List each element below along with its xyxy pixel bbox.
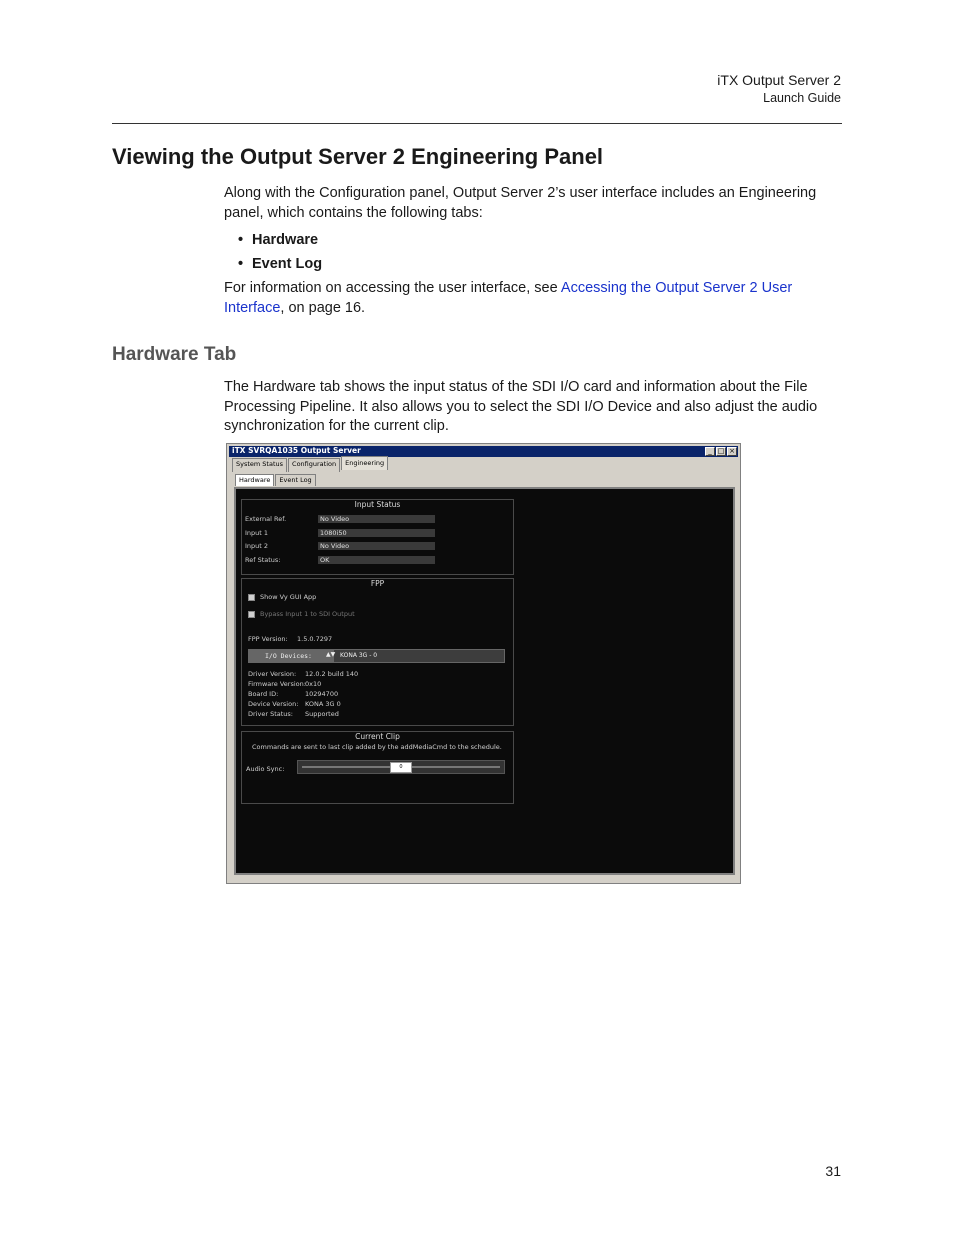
main-tabs [232, 458, 389, 472]
window-titlebar [229, 446, 738, 457]
input-2-value: No Video [318, 542, 435, 550]
driver-version-label: Driver Version: [248, 670, 297, 678]
input-1-label: Input 1 [245, 529, 269, 537]
io-devices-select[interactable] [248, 649, 505, 663]
page-title: Viewing the Output Server 2 Engineering Panel [112, 144, 604, 169]
window-title: SVRQA1035 Output Server [248, 446, 361, 455]
bypass-checkbox[interactable] [248, 611, 255, 618]
driver-status-value: Supported [305, 710, 339, 718]
info-paragraph: For information on accessing the user interface, see Accessing the Output Server 2 User Interface, on page 16. [224, 280, 793, 316]
engineering-subtabs [235, 474, 317, 486]
maximize-button[interactable]: □ [717, 447, 725, 455]
tab-system-status[interactable]: System Status [232, 458, 287, 472]
current-clip-note: Commands are sent to last clip added by the addMediaCmd to the schedule. [252, 743, 502, 751]
external-ref-value: No Video [318, 515, 435, 523]
board-id-label: Board ID: [248, 690, 279, 698]
fpp-version-value: 1.5.0.7297 [297, 635, 333, 643]
ref-status-label: Ref Status: [245, 556, 281, 564]
show-vy-gui-checkbox[interactable] [248, 594, 255, 601]
accessing-ui-link[interactable]: Accessing the Output Server 2 User Interface [224, 280, 793, 316]
bullet-item-event-log: • Event Log [238, 256, 323, 272]
show-vy-gui-label: Show Vy GUI App [260, 593, 317, 601]
spinner-arrows-icon: ▲▼ [326, 651, 336, 658]
audio-sync-slider[interactable] [297, 760, 505, 774]
bullet-item-hardware: • Hardware [238, 232, 319, 248]
minimize-button[interactable]: _ [705, 447, 715, 456]
hardware-description: The Hardware tab shows the input status of the SDI I/O card and information about the File Processing Pipeline. It also allows you to select the SDI I/O Device and also adjust the audio synchronization for the current clip. [224, 379, 818, 434]
engineering-panel-screenshot [226, 443, 741, 884]
subtab-event-log[interactable]: Event Log [275, 474, 315, 486]
page-number: 31 [825, 1163, 841, 1179]
board-id-value: 10294700 [305, 690, 339, 698]
input-status-group [241, 499, 514, 575]
input-2-label: Input 2 [245, 542, 269, 550]
header-product: iTX Output Server 2 [717, 72, 841, 88]
external-ref-label: External Ref. [245, 515, 287, 523]
app-logo: iTX [232, 446, 246, 455]
device-version-label: Device Version: [248, 700, 299, 708]
fpp-version-label: FPP Version: [248, 635, 288, 643]
audio-sync-thumb[interactable]: 0 [390, 762, 412, 773]
header-guide: Launch Guide [763, 91, 841, 105]
input-status-title: Input Status [354, 500, 401, 509]
running-header [717, 71, 841, 107]
header-divider [112, 123, 842, 124]
driver-version-value: 12.0.2 build 140 [305, 670, 359, 678]
firmware-version-value: 0x10 [305, 680, 322, 688]
tab-engineering[interactable]: Engineering [341, 456, 388, 470]
intro-paragraph: Along with the Configuration panel, Output Server 2’s user interface includes an Engineering panel, which contains the following tabs: [224, 185, 817, 221]
current-clip-group [241, 731, 514, 804]
device-version-value: KONA 3G 0 [305, 700, 341, 708]
fpp-title: FPP [370, 579, 385, 588]
audio-sync-label: Audio Sync: [246, 765, 285, 773]
driver-status-label: Driver Status: [248, 710, 293, 718]
ref-status-value: OK [318, 556, 435, 564]
current-clip-title: Current Clip [355, 732, 400, 741]
close-button[interactable]: × [727, 447, 737, 456]
input-1-value: 1080i50 [318, 529, 435, 537]
io-devices-label: I/O Devices: [249, 650, 334, 662]
hardware-pane [234, 487, 735, 875]
bypass-label: Bypass Input 1 to SDI Output [260, 610, 355, 618]
tab-list [224, 228, 844, 276]
subtab-hardware[interactable]: Hardware [235, 474, 274, 486]
tab-configuration[interactable]: Configuration [288, 458, 340, 472]
fpp-group [241, 578, 514, 726]
io-devices-value: KONA 3G - 0 [340, 652, 378, 659]
firmware-version-label: Firmware Version: [248, 680, 306, 688]
section-title: Hardware Tab [112, 344, 237, 365]
